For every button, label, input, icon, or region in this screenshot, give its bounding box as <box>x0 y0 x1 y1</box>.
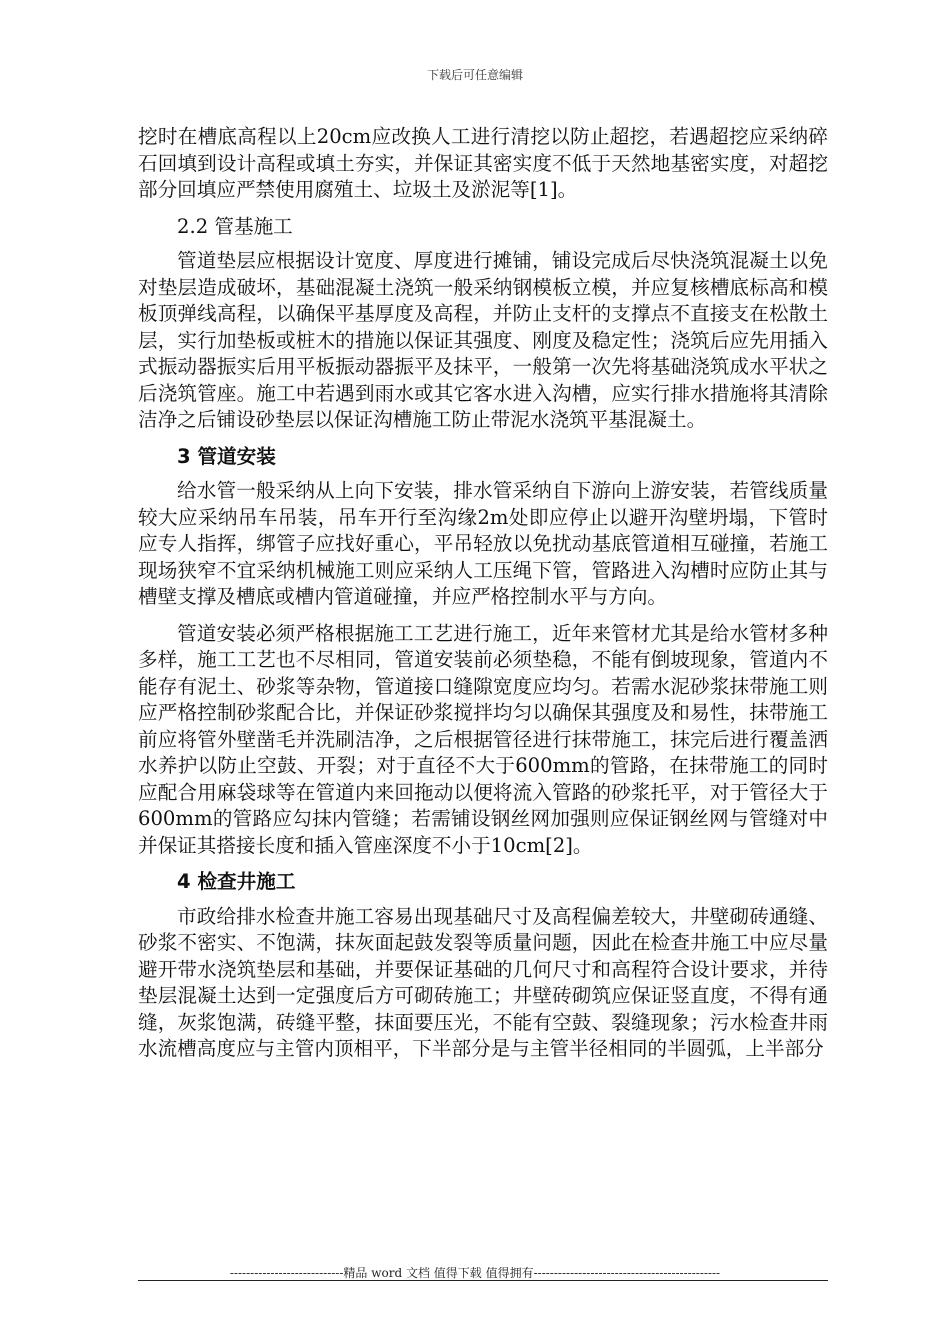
section-heading-4: 4 检查井施工 <box>177 870 296 893</box>
paragraph-pipe-installation-2: 管道安装必须严格根据施工工艺进行施工，近年来管材尤其是给水管材多种多样，施工工艺也不尽相同，管道安装前必须垫稳，不能有倒坡现象，管道内不能存有泥土、砂浆等杂物，管道接口缝隙宽度应均匀。若需水泥砂浆抹带施工则应严格控制砂浆配合比，并保证砂浆搅拌均匀以确保其强度及和易性，抹带施工前应将管外壁凿毛并洗刷洁净，之后根据管径进行抹带施工，抹完后进行覆盖洒水养护以防止空鼓、开裂；对于直径不大于600mm的管路，在抹带施工的同时应配合用麻袋球等在管道内来回拖动以便将流入管路的砂浆托平，对于管径大于600mm的管路应勾抹内管缝；若需铺设钢丝网加强则应保证钢丝网与管缝对中并保证其搭接长度和插入管座深度不小于10cm[2]。 <box>138 621 828 857</box>
section-heading-2-2: 2.2 管基施工 <box>177 214 293 238</box>
paragraph-excavation: 挖时在槽底高程以上20cm应改换人工进行清挖以防止超挖，若遇超挖应采纳碎石回填到设计高程或填土夯实，并保证其密实度不低于天然地基密实度，对超挖部分回填应严禁使用腐殖土、垃圾土及淤泥等[1]。 <box>138 125 828 201</box>
paragraph-pipe-installation-1: 给水管一般采纳从上向下安装，排水管采纳自下游向上游安装，若管线质量较大应采纳吊车吊装，吊车开行至沟缘2m处即应停止以避开沟壁坍塌，下管时应专人指挥，绑管子应找好重心，平吊轻放以免扰动基底管道相互碰撞，若施工现场狭窄不宜采纳机械施工则应采纳人工压绳下管，管路进入沟槽时应防止其与槽壁支撑及槽底或槽内管道碰撞，并应严格控制水平与方向。 <box>138 479 828 608</box>
footer-divider <box>138 1280 828 1281</box>
paragraph-pipe-foundation: 管道垫层应根据设计宽度、厚度进行摊铺，铺设完成后尽快浇筑混凝土以免对垫层造成破坏，基础混凝土浇筑一般采纳钢模板立模，并应复核槽底标高和模板顶弹线高程，以确保平基厚度及高程，并防止支杆的支撑点不直接支在松散土层，实行加垫板或桩木的措施以保证其强度、刚度及稳定性；浇筑后应先用插入式振动器振实后用平板振动器振平及抹平，一般第一次先将基础浇筑成水平状之后浇筑管座。施工中若遇到雨水或其它客水进入沟槽，应实行排水措施将其清除洁净之后铺设砂垫层以保证沟槽施工防止带泥水浇筑平基混凝土。 <box>138 249 828 431</box>
section-heading-3: 3 管道安装 <box>177 444 276 468</box>
paragraph-inspection-well: 市政给排水检查井施工容易出现基础尺寸及高程偏差较大，井壁砌砖通缝、砂浆不密实、不饱满，抹灰面起鼓发裂等质量问题，因此在检查井施工中应尽量避开带水浇筑垫层和基础，并要保证基础的几何尺寸和高程符合设计要求，并待垫层混凝土达到一定强度后方可砌砖施工；井壁砖砌筑应保证竖直度，不得有通缝，灰浆饱满，砖缝平整，抹面要压光，不能有空鼓、裂缝现象；污水检查井雨水流槽高度应与主管内顶相平，下半部分是与主管半径相同的半圆弧，上半部分 <box>138 904 828 1060</box>
page-footer: ----------------------------精品 word 文档 值得下载 值得拥有---------------------------------------------- <box>229 1266 721 1280</box>
document-body <box>138 124 828 1063</box>
page-header: 下载后可任意编辑 <box>426 68 523 82</box>
